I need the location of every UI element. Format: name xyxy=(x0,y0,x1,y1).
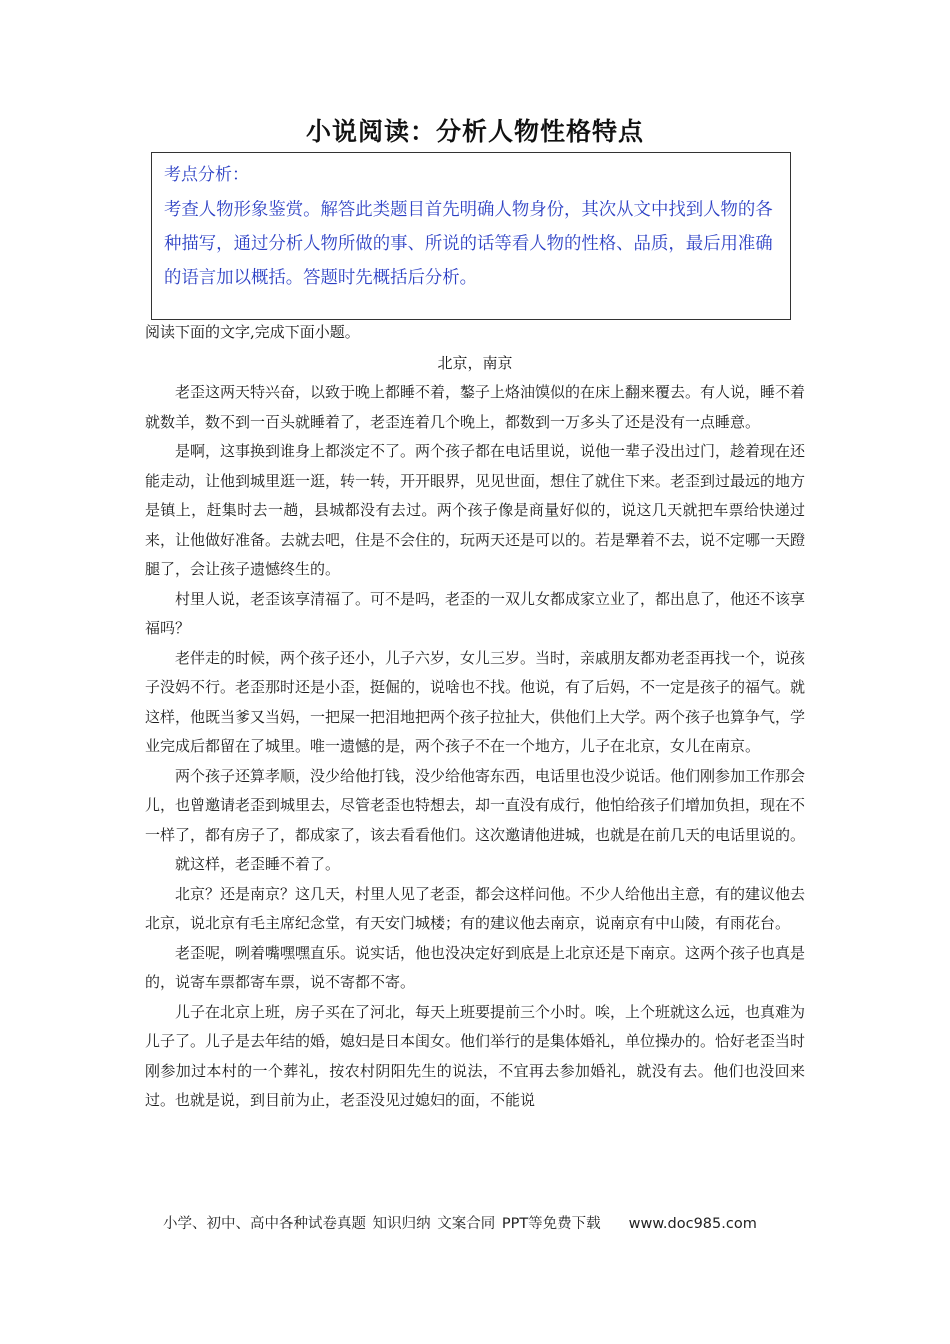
story-paragraph: 老歪这两天特兴奋，以致于晚上都睡不着，鏊子上烙油馍似的在床上翻来覆去。有人说，睡不着就数羊，数不到一百头就睡着了，老歪连着几个晚上，都数到一万多头了还是没有一点睡意。 xyxy=(145,383,806,431)
story-paragraph: 是啊，这事换到谁身上都淡定不了。两个孩子都在电话里说，说他一辈子没出过门，趁着现在还能走动，让他到城里逛一逛，转一转，开开眼界，见见世面，想住了就住下来。老歪到过最远的地方是镇上，赶集时去一趟，县城都没有去过。两个孩子像是商量好似的，说这几天就把车票给快递过来，让他做好准备。去就去吧，住是不会住的，玩两天还是可以的。若是犟着不去，说不定哪一天蹬腿了，会让孩子遗憾终生的。 xyxy=(145,442,806,578)
story-paragraph: 北京？还是南京？这几天，村里人见了老歪，都会这样问他。不少人给他出主意，有的建议他去北京，说北京有毛主席纪念堂，有天安门城楼；有的建议他去南京，说南京有中山陵，有雨花台。 xyxy=(145,884,806,932)
analysis-heading: 考点分析： xyxy=(164,165,249,185)
story-paragraph: 就这样，老歪睡不着了。 xyxy=(175,855,341,873)
story-paragraph: 儿子在北京上班，房子买在了河北，每天上班要提前三个小时。唉，上个班就这么远，也真难为儿子了。儿子是去年结的婚，媳妇是日本闺女。他们举行的是集体婚礼，单位操办的。恰好老歪当时刚参加过本村的一个葬礼，按农村阴阳先生的说法，不宜再去参加婚礼，就没有去。他们也没回来过。也就是说，到目前为止，老歪没见过媳妇的面，不能说 xyxy=(145,1002,806,1109)
footer-text: 小学、初中、高中各种试卷真题 知识归纳 文案合同 PPT等免费下载 xyxy=(163,1216,601,1232)
story-paragraph: 老伴走的时候，两个孩子还小，儿子六岁，女儿三岁。当时，亲戚朋友都劝老歪再找一个，说孩子没妈不行。老歪那时还是小歪，挺倔的，说啥也不找。他说，有了后妈，不一定是孩子的福气。就这样，他既当爹又当妈，一把屎一把泪地把两个孩子拉扯大，供他们上大学。两个孩子也算争气，学业完成后都留在了城里。唯一遗憾的是，两个孩子不在一个地方，儿子在北京，女儿在南京。 xyxy=(145,648,806,755)
story-paragraph: 老歪呢，咧着嘴嘿嘿直乐。说实话，他也没决定好到底是上北京还是下南京。这两个孩子也真是的，说寄车票都寄车票，说不寄都不寄。 xyxy=(145,943,806,991)
story-title: 北京，南京 xyxy=(437,354,513,372)
page-title: 小说阅读：分析人物性格特点 xyxy=(305,117,644,146)
analysis-box xyxy=(151,152,791,320)
reading-instruction: 阅读下面的文字,完成下面小题。 xyxy=(145,323,360,341)
footer-url-link[interactable]: www.doc985.com xyxy=(628,1216,757,1232)
page-footer xyxy=(163,1212,757,1233)
analysis-body: 考查人物形象鉴赏。解答此类题目首先明确人物身份，其次从文中找到人物的各种描写，通过分析人物所做的事、所说的话等看人物的性格、品质，最后用准确的语言加以概括。答题时先概括后分析。 xyxy=(164,200,773,288)
story-paragraph: 村里人说，老歪该享清福了。可不是吗，老歪的一双儿女都成家立业了，都出息了，他还不该享福吗？ xyxy=(145,589,806,637)
story-paragraph: 两个孩子还算孝顺，没少给他打钱，没少给他寄东西，电话里也没少说话。他们刚参加工作那会儿，也曾邀请老歪到城里去，尽管老歪也特想去，却一直没有成行，他怕给孩子们增加负担，现在不一样了，都有房子了，都成家了，该去看看他们。这次邀请他进城，也就是在前几天的电话里说的。 xyxy=(145,766,806,844)
story-body xyxy=(145,378,805,1116)
